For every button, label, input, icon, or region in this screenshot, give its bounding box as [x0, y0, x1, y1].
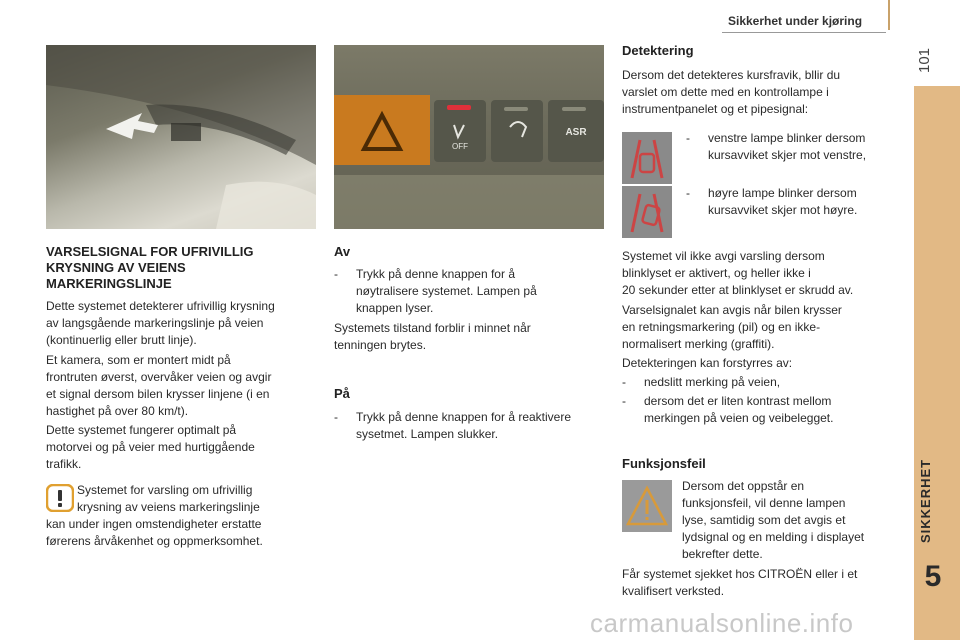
- text-line: lyse, samtidig som det avgis et: [682, 513, 846, 527]
- text-line: førerens årvåkenhet og oppmerksomhet.: [46, 534, 263, 548]
- right-lane-lamp-icon: [622, 186, 672, 238]
- section-title-line: MARKERINGSLINJE: [46, 276, 172, 291]
- av-bullet: - Trykk på denne knappen for å nøytralisere systemet. Lampen på knappen lyser.: [334, 267, 537, 315]
- disturbance-bullet-1: - nedslitt merking på veien,: [622, 375, 781, 389]
- dashboard-buttons-photo: [334, 45, 604, 229]
- text-line: Dersom det detekteres kursfravik, bllir du: [622, 68, 841, 82]
- text-line: Dette systemet fungerer optimalt på: [46, 423, 237, 437]
- text-line: kvalifisert verksted.: [622, 584, 725, 598]
- disturbance-intro: Detekteringen kan forstyrres av:: [622, 356, 793, 370]
- av-title: Av: [334, 244, 351, 259]
- text-line: (kontinuerlig eller brutt linje).: [46, 333, 197, 347]
- text-line: Dersom det oppstår en: [682, 479, 805, 493]
- text-line: krysning av veiens markeringslinje: [77, 500, 260, 514]
- text-line: trafikk.: [46, 457, 82, 471]
- detection-title: Detektering: [622, 43, 694, 58]
- text-line: en retningsmarkering (pil) og en ikke-: [622, 320, 821, 334]
- pa-title: På: [334, 386, 350, 401]
- text-line: Dette systemet detekterer ufrivillig krysning: [46, 299, 275, 313]
- text-line: et signal dersom bilen krysser linjene (i en: [46, 387, 270, 401]
- text-line: 20 sekunder etter at blinklyset er skrudd av.: [622, 283, 854, 297]
- warning-text-end: [46, 516, 316, 550]
- pa-bullet: - Trykk på denne knappen for å reaktivere sysetmet. Lampen slukker.: [334, 410, 572, 441]
- warning-text-start: [77, 482, 317, 516]
- chapter-sidebar: [914, 86, 960, 640]
- text-line: merkingen på veien og veibelegget.: [644, 411, 834, 425]
- camera-paragraph: [46, 352, 316, 420]
- svg-text:OFF: OFF: [452, 142, 468, 151]
- chapter-label: SIKKERHET: [918, 458, 933, 544]
- text-line: Får systemet sjekket hos CITROËN eller i et: [622, 567, 858, 581]
- section-title-line: KRYSNING AV VEIENS: [46, 260, 186, 275]
- left-lamp-bullet: - venstre lampe blinker dersom kursavviket skjer mot venstre,: [686, 131, 867, 162]
- right-lamp-bullet: - høyre lampe blinker dersom kursavviket skjer mot høyre.: [686, 186, 858, 217]
- svg-text:ASR: ASR: [565, 127, 587, 138]
- fault-title: Funksjonsfeil: [622, 456, 706, 471]
- text-line: kursavviket skjer mot venstre,: [708, 148, 867, 162]
- watermark: carmanualsonline.info: [590, 608, 854, 638]
- windscreen-camera-photo: [46, 45, 316, 229]
- text-line: kursavviket skjer mot høyre.: [708, 203, 858, 217]
- text-line: blinklyset er aktivert, og heller ikke i: [622, 266, 811, 280]
- button-panel-illustration: [334, 45, 604, 229]
- windscreen-illustration: [46, 45, 316, 229]
- warning-icon: [46, 484, 74, 512]
- text-line: knappen lyser.: [356, 301, 434, 315]
- text-line: sysetmet. Lampen slukker.: [356, 427, 499, 441]
- text-line: varslet om dette med en kontrollampe i: [622, 85, 829, 99]
- fault-lamp-icon: [622, 480, 672, 532]
- no-warning-paragraph: [622, 248, 907, 299]
- header-accent: [888, 0, 890, 30]
- header-divider: [722, 32, 886, 33]
- text-line: lydsignal og en melding i displayet: [682, 530, 865, 544]
- signal-paragraph: [622, 302, 907, 353]
- fault-text: [682, 478, 902, 563]
- text-line: hastighet på over 80 km/t).: [46, 404, 189, 418]
- text-line: Trykk på denne knappen for å reaktivere: [356, 410, 572, 424]
- page-number: 101: [916, 47, 933, 73]
- optimal-paragraph: [46, 422, 316, 473]
- disturbance-bullet-2: - dersom det er liten kontrast mellom merkingen på veien og veibelegget.: [622, 394, 834, 425]
- text-line: Systemet for varsling om ufrivillig: [77, 483, 253, 497]
- intro-paragraph: [46, 298, 316, 349]
- text-line: normalisert merking (graffiti).: [622, 337, 775, 351]
- text-line: tenningen brytes.: [334, 338, 427, 352]
- text-line: motorvei og på veier med hurtiggående: [46, 440, 255, 454]
- fault-service-text: [622, 566, 907, 600]
- text-line: kan under ingen omstendigheter erstatte: [46, 517, 262, 531]
- detection-intro: [622, 67, 902, 118]
- text-line: nedslitt merking på veien,: [644, 375, 781, 389]
- text-line: Et kamera, som er montert midt på: [46, 353, 231, 367]
- text-line: frontruten øverst, overvåker veien og avgir: [46, 370, 272, 384]
- text-line: dersom det er liten kontrast mellom: [644, 394, 832, 408]
- text-line: av langsgående markeringslinje på veien: [46, 316, 264, 330]
- text-line: instrumentpanelet og et pipesignal:: [622, 102, 809, 116]
- chapter-number: 5: [924, 560, 942, 593]
- text-line: Systemet vil ikke avgi varsling dersom: [622, 249, 825, 263]
- text-line: Systemets tilstand forblir i minnet når: [334, 321, 531, 335]
- text-line: bekrefter dette.: [682, 547, 763, 561]
- section-title: [46, 244, 316, 292]
- section-title-line: VARSELSIGNAL FOR UFRIVILLIG: [46, 244, 254, 259]
- text-line: nøytralisere systemet. Lampen på: [356, 284, 537, 298]
- text-line: Varselsignalet kan avgis når bilen krysser: [622, 303, 842, 317]
- text-line: høyre lampe blinker dersom: [708, 186, 857, 200]
- left-lane-lamp-icon: [622, 132, 672, 184]
- running-header: Sikkerhet under kjøring: [728, 14, 863, 28]
- text-line: venstre lampe blinker dersom: [708, 131, 866, 145]
- text-line: Trykk på denne knappen for å: [356, 267, 515, 281]
- text-line: funksjonsfeil, vil denne lampen: [682, 496, 846, 510]
- av-memory-text: [334, 320, 604, 354]
